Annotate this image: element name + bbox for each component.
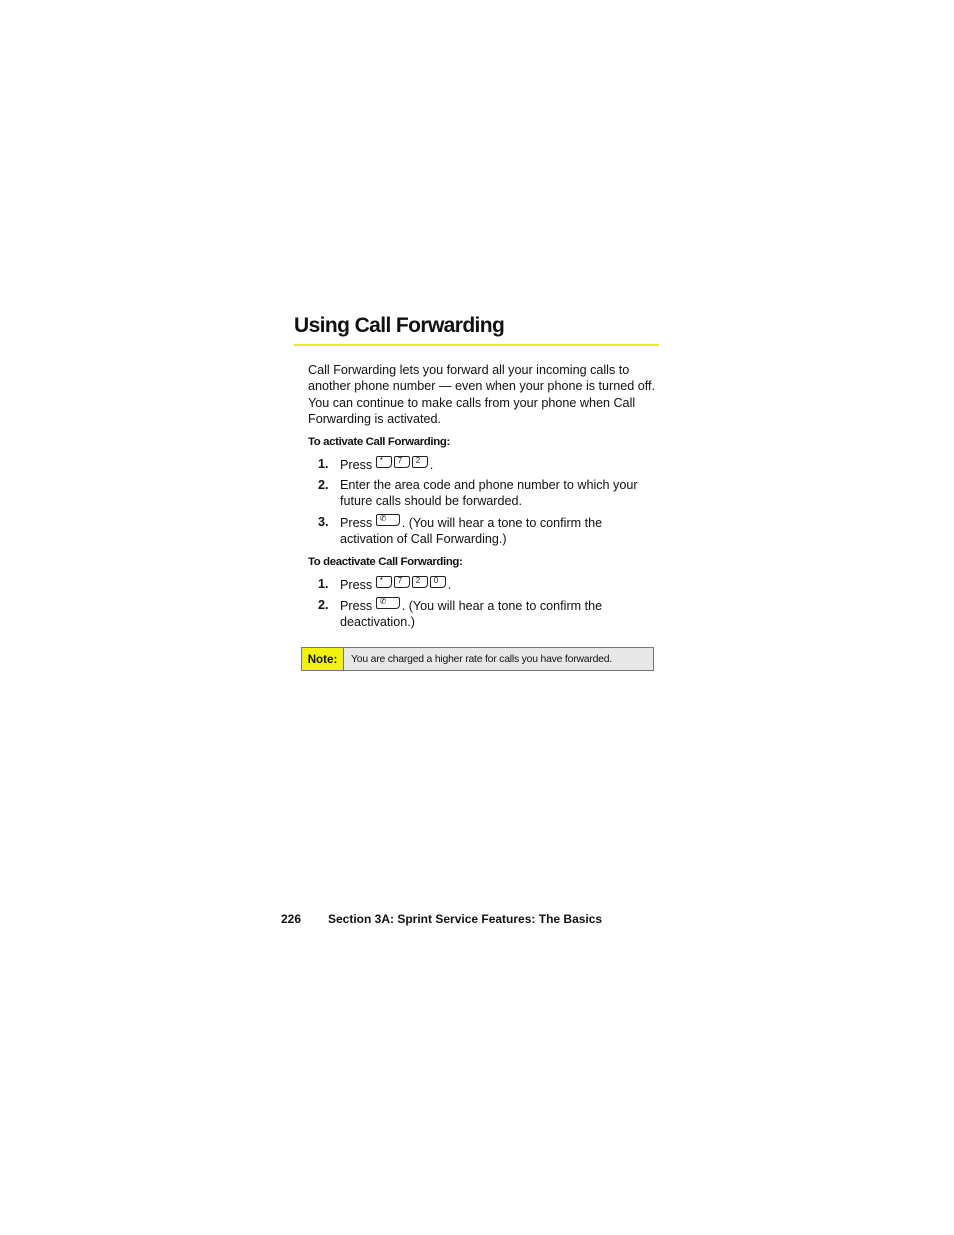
step-after: . (You will hear a tone to confirm the activation of Call Forwarding.) — [340, 516, 603, 547]
zero-key-icon: 0 — [430, 576, 446, 588]
step-number: 3. — [318, 515, 329, 529]
send-key-icon: ✆ — [376, 514, 400, 526]
activate-step-2 — [318, 477, 658, 510]
step-number: 1. — [318, 457, 329, 471]
two-key-icon: 2 — [412, 576, 428, 588]
note-text: You are charged a higher rate for calls you have forwarded. — [351, 653, 613, 665]
note-box — [301, 647, 654, 671]
step-end: . — [447, 578, 452, 592]
step-text: Press — [340, 516, 373, 530]
step-text: Enter the area code and phone number to which your future calls should be forwarded. — [340, 478, 638, 509]
step-end: . — [429, 458, 434, 472]
star-key-icon: * — [376, 576, 392, 588]
two-key-icon: 2 — [412, 456, 428, 468]
page-number: 226 — [281, 912, 302, 926]
step-after: . (You will hear a tone to confirm the deactivation.) — [340, 599, 603, 630]
page-footer — [281, 912, 602, 926]
step-number: 2. — [318, 478, 329, 492]
send-key-icon: ✆ — [376, 597, 400, 609]
intro-paragraph: Call Forwarding lets you forward all your incoming calls to another phone number — even when your phone is turned off. You can continue to make calls from your phone when Call Forwarding is activated. — [308, 363, 656, 427]
step-text: Press — [340, 458, 373, 472]
seven-key-icon: 7 — [394, 576, 410, 588]
activate-step-3 — [318, 514, 658, 548]
activate-step-1 — [318, 456, 658, 473]
deactivate-heading: To deactivate Call Forwarding: — [308, 556, 463, 568]
step-text: Press — [340, 599, 373, 613]
section-title: Section 3A: Sprint Service Features: The Basics — [328, 912, 603, 926]
note-label: Note: — [302, 648, 344, 670]
seven-key-icon: 7 — [394, 456, 410, 468]
step-number: 1. — [318, 577, 329, 591]
deactivate-step-1 — [318, 576, 658, 593]
deactivate-step-2 — [318, 597, 658, 631]
step-number: 2. — [318, 598, 329, 612]
step-text: Press — [340, 578, 373, 592]
star-key-icon: * — [376, 456, 392, 468]
activate-heading: To activate Call Forwarding: — [308, 436, 450, 448]
page-title: Using Call Forwarding — [294, 314, 659, 346]
